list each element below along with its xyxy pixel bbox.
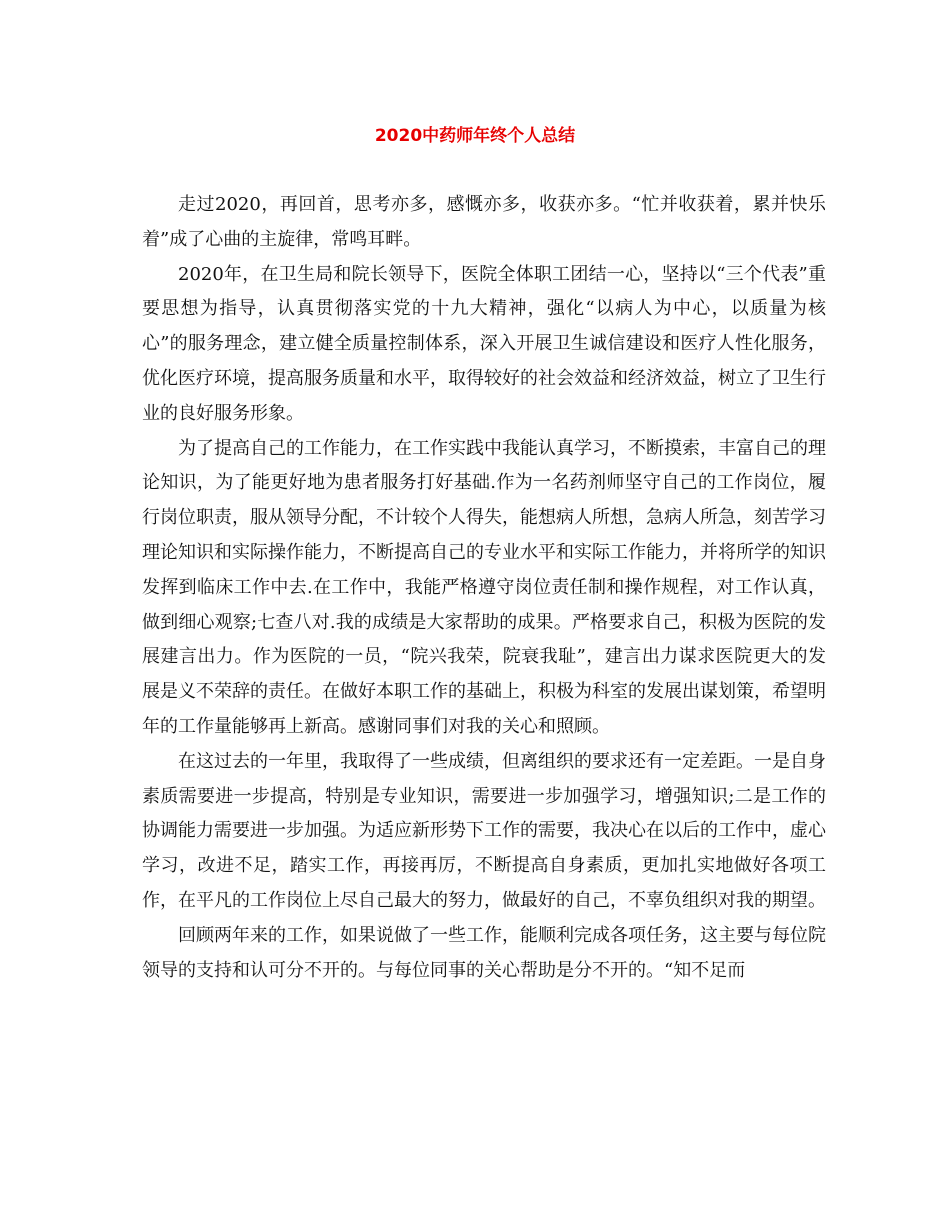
paragraph: 回顾两年来的工作，如果说做了一些工作，能顺利完成各项任务，这主要与每位院领导的支持和认可分不开的。与每位同事的关心帮助是分不开的。“知不足而 xyxy=(142,924,826,981)
paragraph: 在这过去的一年里，我取得了一些成绩，但离组织的要求还有一定差距。一是自身素质需要进一步提高，特别是专业知识，需要进一步加强学习，增强知识;二是工作的协调能力需要进一步加强。为适应新形势下工作的需要，我决心在以后的工作中，虚心学习，改进不足，踏实工作，再接再厉，不断提高自身素质，更加扎实地做好各项工作，在平凡的工作岗位上尽自己最大的努力，做最好的自己，不辜负组织对我的期望。 xyxy=(142,750,826,911)
document-title: 2020中药师年终个人总结 xyxy=(374,126,576,146)
paragraph: 为了提高自己的工作能力，在工作实践中我能认真学习，不断摸索，丰富自己的理论知识，为了能更好地为患者服务打好基础.作为一名药剂师坚守自己的工作岗位，履行岗位职责，服从领导分配，不计较个人得失，能想病人所想，急病人所急，刻苦学习理论知识和实际操作能力，不断提高自己的专业水平和实际工作能力，并将所学的知识发挥到临床工作中去.在工作中，我能严格遵守岗位责任制和操作规程，对工作认真，做到细心观察;七查八对.我的成绩是大家帮助的成果。严格要求自己，积极为医院的发展建言出力。作为医院的一员，“院兴我荣，院衰我耻”，建言出力谋求医院更大的发展是义不荣辞的责任。在做好本职工作的基础上，积极为科室的发展出谋划策，希望明年的工作量能够再上新高。感谢同事们对我的关心和照顾。 xyxy=(142,437,826,737)
paragraph: 2020年，在卫生局和院长领导下，医院全体职工团结一心，坚持以“三个代表”重要思想为指导，认真贯彻落实党的十九大精神，强化“以病人为中心，以质量为核心”的服务理念，建立健全质量控制体系，深入开展卫生诚信建设和医疗人性化服务，优化医疗环境，提高服务质量和水平，取得较好的社会效益和经济效益，树立了卫生行业的良好服务形象。 xyxy=(142,263,826,424)
document-body xyxy=(142,188,826,988)
paragraph: 走过2020，再回首，思考亦多，感慨亦多，收获亦多。“忙并收获着，累并快乐着”成了心曲的主旋律，常鸣耳畔。 xyxy=(142,194,826,250)
